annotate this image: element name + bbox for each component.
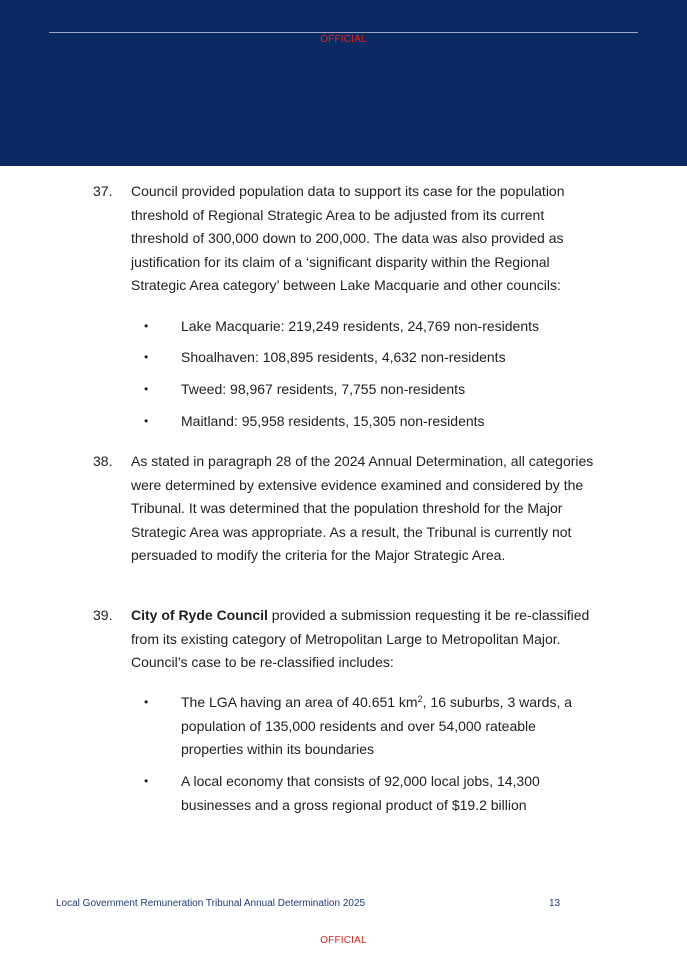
bullet-icon: • bbox=[144, 382, 149, 396]
paragraph-text-rest: provided a submission requesting it be re-classified from its existing category of Metropolitan Large to Metropolitan Major. Council’s case to be re-classified includes: bbox=[131, 607, 590, 671]
paragraph-text bbox=[131, 604, 603, 675]
paragraph-38 bbox=[93, 450, 603, 568]
paragraph-number: 37. bbox=[93, 183, 113, 199]
superscript: 2 bbox=[417, 694, 423, 704]
classification-label-top: OFFICIAL bbox=[320, 34, 367, 45]
list-item-text: Shoalhaven: 108,895 residents, 4,632 non-residents bbox=[181, 349, 506, 365]
list-item bbox=[144, 378, 574, 402]
list-item-text bbox=[181, 691, 574, 762]
list-item-text: Maitland: 95,958 residents, 15,305 non-residents bbox=[181, 413, 485, 429]
header-band bbox=[0, 0, 687, 166]
paragraph-number: 39. bbox=[93, 607, 113, 623]
paragraph-text: As stated in paragraph 28 of the 2024 Annual Determination, all categories were determined by extensive evidence examined and considered by the Tribunal. It was determined that the population threshold for the Major Strategic Area was appropriate. As a result, the Tribunal is currently not persuaded to modify the criteria for the Major Strategic Area. bbox=[131, 453, 594, 564]
header-rule bbox=[49, 32, 638, 33]
list-item bbox=[144, 691, 574, 762]
paragraph-39 bbox=[93, 604, 603, 675]
footer-title: Local Government Remuneration Tribunal Annual Determination 2025 bbox=[56, 898, 366, 909]
list-item-text-part: , 16 suburbs, 3 wards, a population of 135,000 residents and over 54,000 rateable properties within its boundaries bbox=[181, 694, 573, 758]
page-number: 13 bbox=[549, 898, 561, 909]
paragraph-text: Council provided population data to support its case for the population threshold of Regional Strategic Area to be adjusted from its current threshold of 300,000 down to 200,000. The data was also provided as justification for its claim of a ‘significant disparity within the Regional Strategic Area category’ between Lake Macquarie and other councils: bbox=[131, 183, 565, 294]
list-item-text-part: The LGA having an area of 40.651 km bbox=[181, 694, 418, 710]
bullet-icon: • bbox=[144, 695, 149, 709]
list-item bbox=[144, 315, 574, 339]
paragraph-37 bbox=[93, 180, 603, 298]
list-item bbox=[144, 770, 574, 817]
bullet-icon: • bbox=[144, 319, 149, 333]
list-item-text: Lake Macquarie: 219,249 residents, 24,769 non-residents bbox=[181, 318, 540, 334]
bullet-icon: • bbox=[144, 774, 149, 788]
list-item bbox=[144, 410, 574, 434]
classification-label-bottom: OFFICIAL bbox=[320, 935, 367, 946]
paragraph-number: 38. bbox=[93, 453, 113, 469]
bullet-icon: • bbox=[144, 350, 149, 364]
list-item-text: A local economy that consists of 92,000 local jobs, 14,300 businesses and a gross regional product of $19.2 billion bbox=[181, 773, 540, 813]
bullet-icon: • bbox=[144, 414, 149, 428]
list-item bbox=[144, 346, 574, 370]
council-name: City of Ryde Council bbox=[131, 607, 268, 623]
list-item-text: Tweed: 98,967 residents, 7,755 non-residents bbox=[181, 381, 466, 397]
